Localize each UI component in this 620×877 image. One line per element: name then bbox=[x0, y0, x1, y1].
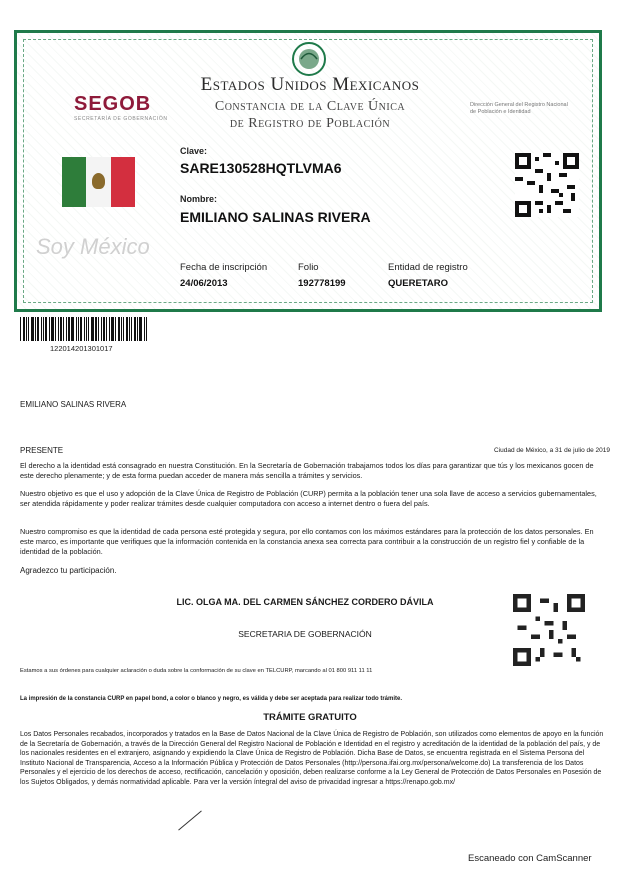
barcode-bar bbox=[31, 317, 34, 341]
barcode-bar bbox=[118, 317, 120, 341]
qr-code-2-icon bbox=[513, 594, 585, 666]
nombre-value: EMILIANO SALINAS RIVERA bbox=[180, 209, 371, 225]
barcode-bar bbox=[80, 317, 82, 341]
barcode-bar bbox=[115, 317, 116, 341]
barcode-bar bbox=[26, 317, 27, 341]
barcode-bar bbox=[129, 317, 130, 341]
barcode-bar bbox=[84, 317, 85, 341]
barcode-bar bbox=[76, 317, 77, 341]
barcode-bar bbox=[71, 317, 74, 341]
signer-role: SECRETARIA DE GOBERNACIÓN bbox=[238, 629, 372, 639]
entidad-label: Entidad de registro bbox=[388, 262, 468, 273]
letter-paragraph-1: El derecho a la identidad está consagrado en nuestra Constitución. En la Secretaría de Gobernación trabajamos todos los días para garantizar que tús y los mexicanos gocen de este derecho plenamente; y de esta forma puedan acceder de manera más sencilla a trámites y servicios. bbox=[20, 461, 594, 480]
nombre-label: Nombre: bbox=[180, 194, 218, 204]
barcode-bar bbox=[146, 317, 147, 341]
barcode-bar bbox=[51, 317, 54, 341]
barcode-bar bbox=[41, 317, 42, 341]
barcode-bar bbox=[23, 317, 25, 341]
impression-note: La impresión de la constancia CURP en papel bond, a color o blanco y negro, es válida y debe ser aceptada para realizar todo trámite. bbox=[20, 696, 403, 702]
barcode-bar bbox=[86, 317, 87, 341]
barcode-bar bbox=[20, 317, 21, 341]
barcode-bar bbox=[78, 317, 79, 341]
folio-label: Folio bbox=[298, 262, 319, 273]
fecha-label: Fecha de inscripción bbox=[180, 262, 268, 273]
barcode-bar bbox=[98, 317, 99, 341]
letter-paragraph-2: Nuestro objetivo es que el uso y adopción de la Clave Única de Registro de Población (CURP) permita a la población tener una sola llave de acceso a servicios gubernamentales, ser atendida rápidamente y poder realizar trámites desde cualquier computadora con acceso a internet dentro o fuera del país. bbox=[20, 489, 597, 508]
title-line-2: Constancia de la Clave Única bbox=[214, 99, 406, 114]
curp-value: SARE130528HQTLVMA6 bbox=[180, 160, 342, 176]
barcode-bar bbox=[101, 317, 102, 341]
letter-presente: PRESENTE bbox=[20, 446, 64, 455]
folio-value: 192778199 bbox=[298, 278, 346, 289]
barcode-bar bbox=[139, 317, 142, 341]
letter-date: Ciudad de México, a 31 de julio de 2019 bbox=[494, 447, 610, 454]
barcode-bar bbox=[35, 317, 36, 341]
fecha-value: 24/06/2013 bbox=[180, 278, 228, 289]
privacy-notice: Los Datos Personales recabados, incorporados y tratados en la Base de Datos Nacional de la Clave Única de Registro de Población, son utilizados como elementos de apoyo en la función de la Secretaría de Gobernación, a través de la Dirección General del Registro Nacional de Población e Identidad en el registro y acreditación de la identidad de la población del país, y de los nacionales residentes en el extranjero, asignando y expidiendo la Clave Única de Registro de Población. Dicha Base de Datos, se encuentra registrada en el Sistema Persona del Instituto Nacional de Transparencia, Acceso a la Información Pública y Protección de Datos Personales (http://persona.ifai.org.mx/persona/welcome.do) La transferencia de los Datos Personales y el ejercicio de los derechos de acceso, rectificación, cancelación y oposición, deben realizarse conforme a la Ley General de Protección de Datos Personales en Posesión de los Sujetos Obligados, y demás normatividad aplicable. Para ver la versión íntegral del aviso de privacidad ingresar a https://renapo.gob.mx/ bbox=[20, 731, 604, 786]
barcode-bar bbox=[111, 317, 114, 341]
barcode-bar bbox=[37, 317, 39, 341]
barcode-bar bbox=[91, 317, 94, 341]
rnp-label: Dirección General del Registro Nacional de Población e Identidad bbox=[470, 102, 568, 115]
barcode-bar bbox=[109, 317, 110, 341]
mexico-flag-icon bbox=[62, 157, 135, 207]
barcode-bar bbox=[123, 317, 124, 341]
barcode-bar bbox=[134, 317, 136, 341]
barcode-bar bbox=[28, 317, 29, 341]
segob-subtitle: SECRETARÍA DE GOBERNACIÓN bbox=[74, 116, 168, 122]
barcode-bar bbox=[126, 317, 128, 341]
barcode-bar bbox=[68, 317, 70, 341]
barcode-number: 122014201301017 bbox=[50, 344, 113, 353]
letter-thanks: Agradezco tu participación. bbox=[20, 566, 117, 575]
national-seal-icon bbox=[288, 40, 330, 78]
barcode-bar bbox=[43, 317, 44, 341]
letter-recipient: EMILIANO SALINAS RIVERA bbox=[20, 400, 127, 409]
barcode-bar bbox=[66, 317, 67, 341]
barcode-bar bbox=[106, 317, 107, 341]
barcode-bar bbox=[144, 317, 145, 341]
barcode-bar bbox=[49, 317, 50, 341]
title-country: Estados Unidos Mexicanos bbox=[200, 74, 420, 95]
letter-paragraph-3: Nuestro compromiso es que la identidad de cada persona esté protegida y segura, por ello contamos con los máximos estándares para la protección de los datos personales. En este marco, es importante que verifiques que la información contenida en la constancia anexa sea correcta para contribuir a la construcción de un registro fiel y confiable de la identidad de la población. bbox=[20, 527, 594, 556]
entidad-value: QUERETARO bbox=[388, 278, 448, 289]
barcode-bar bbox=[60, 317, 62, 341]
qr-code-icon bbox=[515, 153, 579, 217]
barcode bbox=[20, 317, 148, 341]
signature-mark bbox=[178, 810, 202, 830]
barcode-bar bbox=[45, 317, 47, 341]
barcode-bar bbox=[58, 317, 59, 341]
segob-logo: SEGOB bbox=[74, 93, 152, 115]
barcode-bar bbox=[131, 317, 132, 341]
barcode-bar bbox=[95, 317, 97, 341]
barcode-bar bbox=[63, 317, 64, 341]
contact-line: Estamos a sus órdenes para cualquier aclaración o duda sobre la conformación de su clave en TELCURP, marcando al 01 800 911 11 11 bbox=[20, 668, 373, 674]
camscanner-watermark: Escaneado con CamScanner bbox=[468, 853, 592, 864]
barcode-bar bbox=[88, 317, 89, 341]
clave-label: Clave: bbox=[180, 146, 208, 156]
barcode-bar bbox=[121, 317, 122, 341]
signer-name: LIC. OLGA MA. DEL CARMEN SÁNCHEZ CORDERO DÁVILA bbox=[176, 597, 434, 607]
barcode-bar bbox=[137, 317, 138, 341]
barcode-bar bbox=[55, 317, 56, 341]
soy-mexico-watermark: Soy México bbox=[36, 234, 150, 259]
title-constancia bbox=[150, 98, 470, 132]
barcode-bar bbox=[103, 317, 105, 341]
title-line-3: de Registro de Población bbox=[229, 116, 391, 131]
tramite-gratuito: TRÁMITE GRATUITO bbox=[263, 712, 357, 723]
